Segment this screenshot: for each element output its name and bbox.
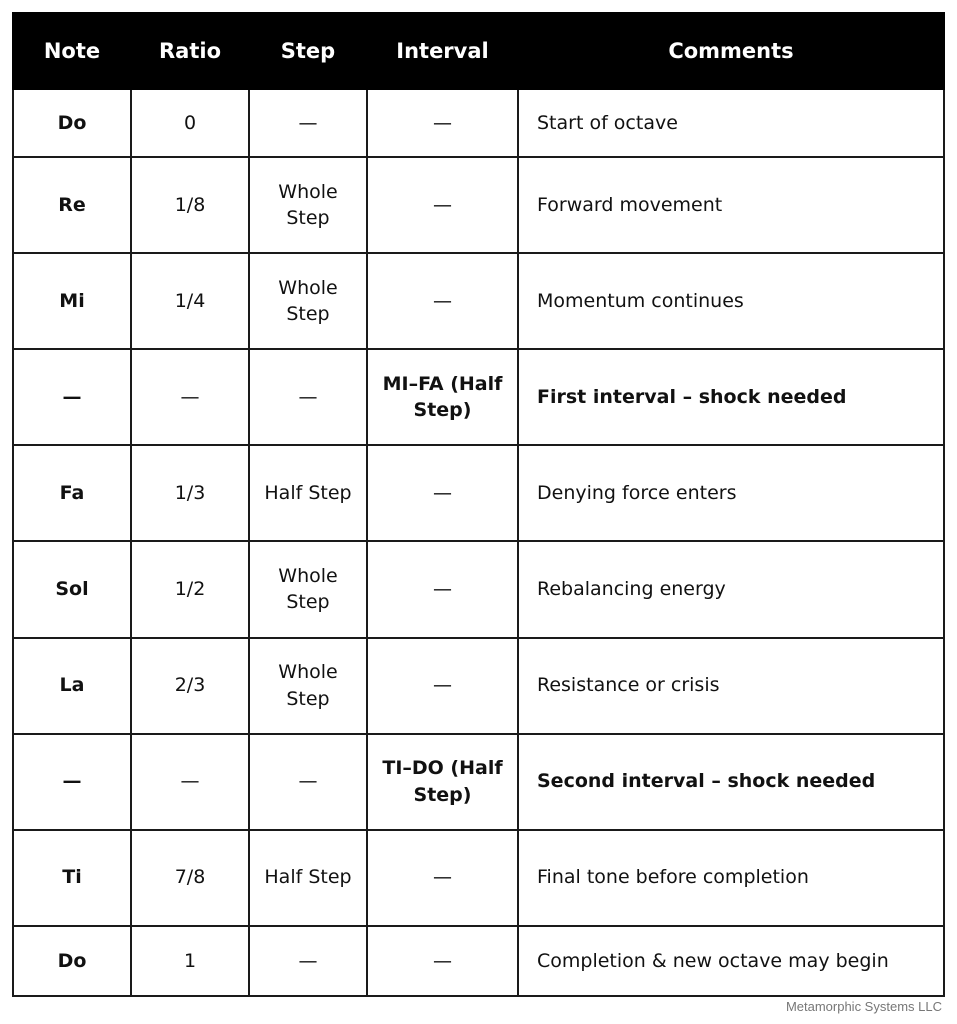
ratio-cell: 1/8: [131, 157, 249, 253]
interval-cell: —: [367, 926, 518, 996]
ratio-cell: 7/8: [131, 830, 249, 926]
interval-cell: TI–DO (Half Step): [367, 734, 518, 830]
interval-cell: —: [367, 445, 518, 541]
interval-cell: —: [367, 830, 518, 926]
note-cell: La: [13, 638, 131, 734]
header-interval: Interval: [367, 13, 518, 89]
comments-cell: Completion & new octave may begin: [518, 926, 944, 996]
note-cell: Re: [13, 157, 131, 253]
header-step: Step: [249, 13, 367, 89]
ratio-cell: —: [131, 349, 249, 445]
table-header: [13, 13, 944, 89]
table-row: [13, 541, 944, 637]
step-cell: Whole Step: [249, 638, 367, 734]
ratio-cell: —: [131, 734, 249, 830]
comments-cell: Final tone before completion: [518, 830, 944, 926]
note-cell: Do: [13, 89, 131, 157]
step-cell: —: [249, 926, 367, 996]
ratio-cell: 0: [131, 89, 249, 157]
header-note: Note: [13, 13, 131, 89]
octave-table: [12, 12, 945, 997]
table-body: [13, 89, 944, 996]
comments-cell: Resistance or crisis: [518, 638, 944, 734]
interval-cell: MI–FA (Half Step): [367, 349, 518, 445]
ratio-cell: 1/3: [131, 445, 249, 541]
table-row: [13, 734, 944, 830]
comments-cell: Rebalancing energy: [518, 541, 944, 637]
interval-cell: —: [367, 157, 518, 253]
header-ratio: Ratio: [131, 13, 249, 89]
interval-cell: —: [367, 253, 518, 349]
note-cell: —: [13, 349, 131, 445]
header-comments: Comments: [518, 13, 944, 89]
note-cell: Do: [13, 926, 131, 996]
step-cell: Half Step: [249, 445, 367, 541]
table-row: [13, 830, 944, 926]
interval-cell: —: [367, 541, 518, 637]
octave-table-container: [12, 12, 943, 997]
table-row: [13, 89, 944, 157]
step-cell: Half Step: [249, 830, 367, 926]
ratio-cell: 1/2: [131, 541, 249, 637]
footer-credit: Metamorphic Systems LLC: [785, 999, 942, 1014]
step-cell: —: [249, 89, 367, 157]
comments-cell: First interval – shock needed: [518, 349, 944, 445]
header-row: [13, 13, 944, 89]
table-row: [13, 445, 944, 541]
step-cell: Whole Step: [249, 157, 367, 253]
table-row: [13, 926, 944, 996]
note-cell: Sol: [13, 541, 131, 637]
note-cell: —: [13, 734, 131, 830]
note-cell: Mi: [13, 253, 131, 349]
ratio-cell: 1/4: [131, 253, 249, 349]
table-row: [13, 253, 944, 349]
ratio-cell: 1: [131, 926, 249, 996]
comments-cell: Denying force enters: [518, 445, 944, 541]
comments-cell: Second interval – shock needed: [518, 734, 944, 830]
table-row: [13, 349, 944, 445]
interval-cell: —: [367, 638, 518, 734]
comments-cell: Forward movement: [518, 157, 944, 253]
note-cell: Ti: [13, 830, 131, 926]
table-row: [13, 157, 944, 253]
step-cell: —: [249, 349, 367, 445]
step-cell: Whole Step: [249, 253, 367, 349]
table-row: [13, 638, 944, 734]
note-cell: Fa: [13, 445, 131, 541]
comments-cell: Start of octave: [518, 89, 944, 157]
ratio-cell: 2/3: [131, 638, 249, 734]
comments-cell: Momentum continues: [518, 253, 944, 349]
step-cell: —: [249, 734, 367, 830]
interval-cell: —: [367, 89, 518, 157]
step-cell: Whole Step: [249, 541, 367, 637]
